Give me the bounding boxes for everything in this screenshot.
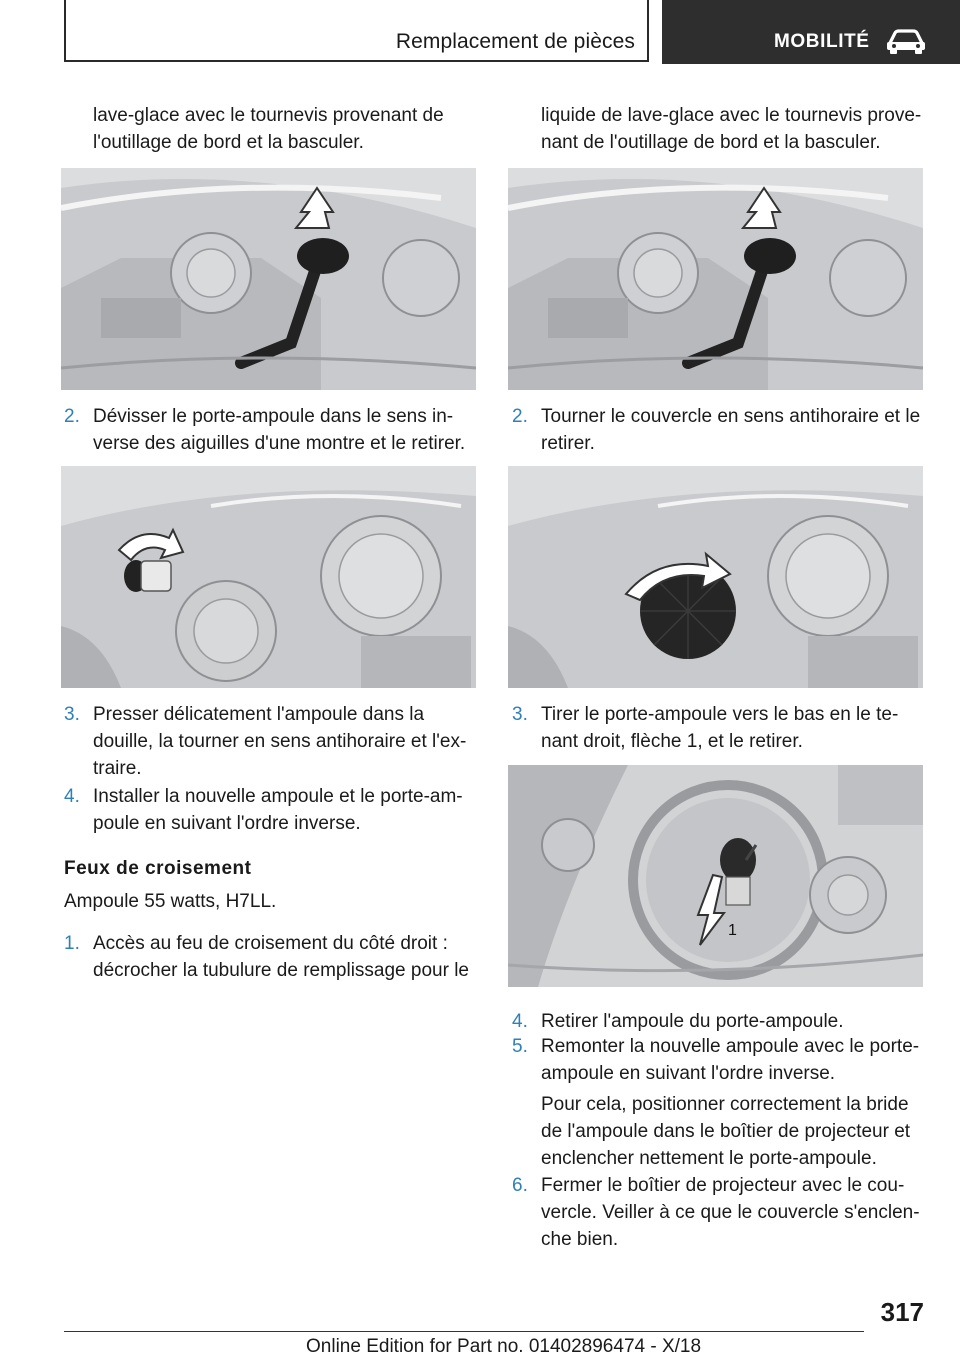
step-number: 3. — [64, 704, 80, 725]
figure-pull-bulb-holder — [508, 765, 923, 987]
left-step1-text: Accès au feu de croisement du côté droit : décrocher la tubulure de remplissage pour le — [93, 933, 469, 981]
section-tab — [662, 0, 960, 64]
figure-headlamp-filler-neck — [61, 168, 476, 390]
step-number: 4. — [64, 786, 80, 807]
step-number: 3. — [512, 704, 528, 725]
right-intro: liquide de lave-glace avec le tournevis prove- nant de l'outillage de bord et la basculer. — [541, 105, 922, 153]
step-number: 5. — [512, 1036, 528, 1057]
left-step3-text: Presser délicatement l'ampoule dans la douille, la tourner en sens antihoraire et l'ex- traire. — [93, 704, 467, 779]
footer-divider — [64, 1331, 864, 1332]
figure-headlamp-filler-neck-right — [508, 168, 923, 390]
right-step6-text: Fermer le boîtier de projecteur avec le cou- vercle. Veiller à ce que le couvercle s'enclen- che bien. — [541, 1175, 920, 1250]
page-number: 317 — [880, 1297, 924, 1327]
bulb-spec: Ampoule 55 watts, H7LL. — [64, 891, 277, 912]
car-icon — [884, 26, 928, 56]
footer-edition: Online Edition for Part no. 01402896474 - X/18 — [306, 1336, 702, 1357]
figure-bulb-holder-unscrew — [61, 466, 476, 688]
step-number: 4. — [512, 1011, 528, 1032]
right-step3-text: Tirer le porte-ampoule vers le bas en le te- nant droit, flèche 1, et le retirer. — [541, 704, 899, 752]
step-number: 2. — [64, 406, 80, 427]
left-step2-text: Dévisser le porte-ampoule dans le sens in- verse des aiguilles d'une montre et le retirer. — [93, 406, 466, 454]
right-step5-note: Pour cela, positionner correctement la bride de l'ampoule dans le boîtier de projecteur et enclencher nettement le porte-ampoule. — [541, 1094, 911, 1169]
right-step5-text: Remonter la nouvelle ampoule avec le porte- ampoule en suivant l'ordre inverse. — [541, 1036, 920, 1084]
right-step2-text: Tourner le couvercle en sens antihoraire et le retirer. — [541, 406, 921, 454]
step-number: 2. — [512, 406, 528, 427]
callout-label: 1 — [728, 922, 737, 939]
figure-cover-removal — [508, 466, 923, 688]
right-step4-text: Retirer l'ampoule du porte-ampoule. — [541, 1011, 844, 1032]
section-label: MOBILITÉ — [774, 31, 870, 52]
step-number: 6. — [512, 1175, 528, 1196]
chapter-title: Remplacement de pièces — [395, 30, 635, 53]
section-heading: Feux de croisement — [64, 858, 252, 879]
left-step4-text: Installer la nouvelle ampoule et le porte-am- poule en suivant l'ordre inverse. — [93, 786, 463, 834]
left-intro: lave-glace avec le tournevis provenant de l'outillage de bord et la basculer. — [93, 105, 444, 153]
header-title-box — [64, 0, 649, 62]
step-number: 1. — [64, 933, 80, 954]
